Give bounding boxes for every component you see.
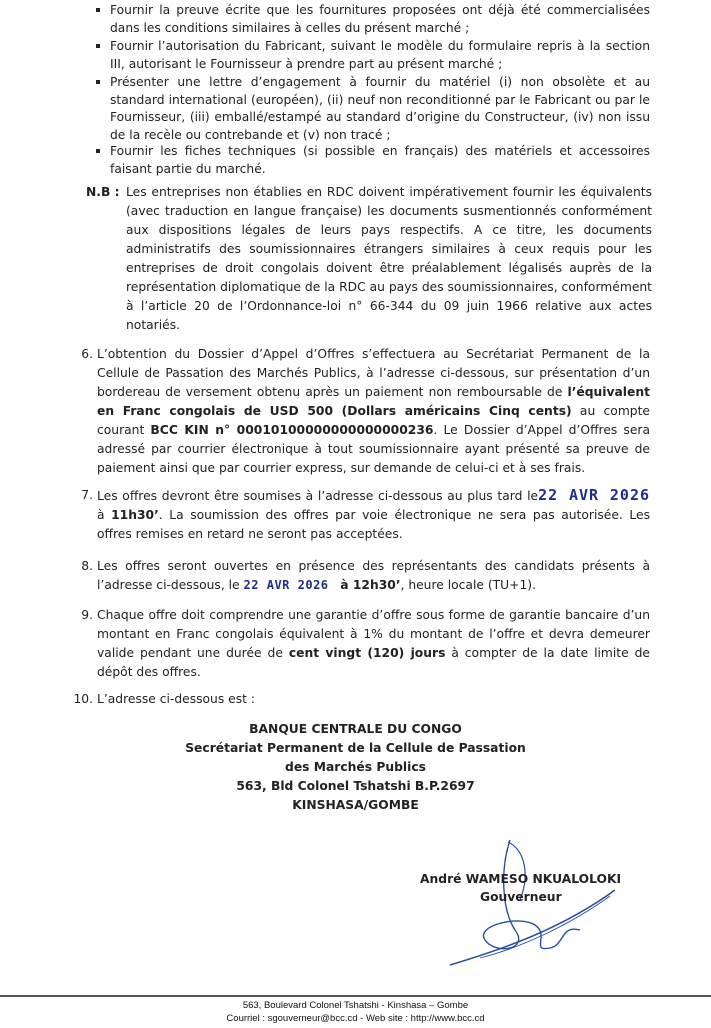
signatory-title: Gouverneur: [480, 890, 562, 904]
address-line: 563, Bld Colonel Tshatshi B.P.2697: [236, 779, 475, 793]
nb-label: N.B :: [86, 185, 120, 199]
footer-address: 563, Boulevard Colonel Tshatshi - Kinshasa – Gombe: [242, 1000, 469, 1011]
item-text: au compte courant: [97, 404, 650, 437]
deadline-time: 11h30’: [111, 508, 159, 522]
date-stamp: 22 AVR 2026: [538, 486, 651, 504]
item-text: . La soumission des offres par voie électronique ne sera pas autorisée. Les offres remises en retard ne seront pas acceptées.: [97, 508, 650, 541]
bullet-marker: [96, 80, 100, 84]
item-bold: l’équivalent en Franc congolais de USD 500 (Dollars américains Cinq cents): [97, 385, 650, 418]
nb-note: [86, 183, 652, 335]
bullet-text: Fournir les fiches techniques (si possible en français) des matériels et accessoires faisant partie du marché.: [110, 144, 650, 176]
item-number: 10.: [73, 692, 93, 706]
bullet-marker: [96, 44, 100, 48]
account-number: BCC KIN n° 00010100000000000000236: [150, 423, 434, 437]
opening-time: à 12h30’: [340, 578, 401, 592]
nb-text: Les entreprises non établies en RDC doivent impérativement fournir les équivalents (avec traduction en langue française) les documents susmentionnés conformément aux dispositions légales de leurs pays respectifs. A ce titre, les documents administratifs des soumissionnaires étrangers similaires à ceux requis pour les entreprises de droit congolais doivent être préalablement légalisés auprès de la représentation diplomatique de la RDC au pays des soumissionnaires, conformément à l’article 20 de l’Ordonnance-loi n° 66-344 du 09 juin 1966 relative aux actes notariés.: [126, 185, 652, 332]
item-number: 7.: [81, 488, 93, 502]
item-text: Les offres devront être soumises à l’adresse ci-dessous au plus tard le: [97, 489, 539, 503]
bullet-item: [110, 38, 650, 73]
item-text: L’obtention du Dossier d’Appel d’Offres s’effectuera au Secrétariat Permanent de la Cellule de Passation des Marchés Publics, à l’adresse ci-dessous, sur présentation d’un bordereau de versement obtenu après un paiement non remboursable de: [97, 347, 650, 399]
item-number: 9.: [81, 608, 93, 622]
bullet-marker: [96, 149, 100, 153]
item-text: Les offres seront ouvertes en présence des représentants des candidats présents à l’adresse ci-dessous, le: [97, 559, 650, 592]
bullet-text: Présenter une lettre d’engagement à fournir du matériel (i) non obsolète et au standard international (européen), (ii) neuf non reconditionné par le Fabricant ou par le Fournisseur, (iii) emballé/estampé au standard d’origine du Constructeur, (iv) non issu de la recèle ou contrebande et (v) non tracé ;: [110, 75, 650, 142]
bullet-text: Fournir la preuve écrite que les fournitures proposées ont déjà été commercialisées dans les conditions similaires à celles du présent marché ;: [110, 3, 650, 35]
section-item-7: [81, 486, 651, 544]
bullet-item: [110, 74, 650, 144]
address-line: des Marchés Publics: [285, 760, 426, 774]
item-text: , heure locale (TU+1).: [400, 578, 536, 592]
footer-divider: [0, 995, 711, 997]
item-number: 8.: [81, 559, 93, 573]
item-text: L’adresse ci-dessous est :: [97, 692, 256, 706]
page-footer: [0, 999, 711, 1025]
address-block: [0, 720, 711, 815]
item-text: à compter de la date limite de dépôt des offres.: [97, 646, 650, 679]
item-number: 6.: [81, 347, 93, 361]
item-text: . Le Dossier d’Appel d’Offres sera adressé par courrier électronique à tout soumissionnaire ayant présenté sa preuve de paiement ainsi que par courrier express, sur demande de celui-ci et à ses frais.: [97, 423, 650, 475]
item-text: Chaque offre doit comprendre une garantie d’offre sous forme de garantie bancaire d’un montant en Franc congolais équivalent à 1% du montant de l’offre et devra demeurer valide pendant une durée de: [97, 608, 650, 660]
signatory-name: André WAMESO NKUALOLOKI: [420, 872, 622, 886]
section-item-6: [81, 345, 650, 478]
date-stamp: 22 AVR 2026: [243, 578, 329, 592]
footer-contact: Courriel : sgouverneur@bcc.cd - Web site : http://www.bcc.cd: [226, 1013, 485, 1024]
item-text: à: [97, 508, 112, 522]
bullet-item: [110, 143, 650, 178]
bullet-marker: [96, 8, 100, 12]
section-item-9: [81, 606, 650, 682]
bullet-text: Fournir l’autorisation du Fabricant, suivant le modèle du formulaire repris à la section III, autorisant le Fournisseur à prendre part au présent marché ;: [110, 39, 650, 71]
address-line: BANQUE CENTRALE DU CONGO: [249, 722, 462, 736]
validity-period: cent vingt (120) jours: [288, 646, 446, 660]
address-line: KINSHASA/GOMBE: [292, 798, 419, 812]
bullet-item: [110, 2, 650, 37]
address-line: Secrétariat Permanent de la Cellule de Passation: [185, 741, 526, 755]
section-item-10: [73, 690, 650, 709]
section-item-8: [81, 557, 650, 595]
